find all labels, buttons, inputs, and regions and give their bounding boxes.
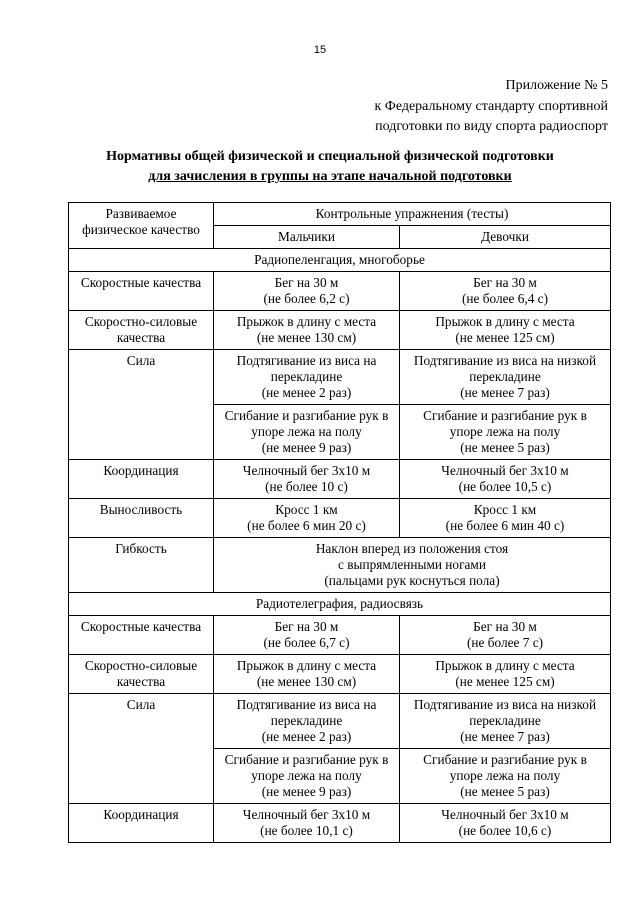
girls-cell — [400, 499, 611, 538]
section-title: Радиопеленгация, многоборье — [69, 249, 611, 272]
header-quality — [69, 203, 214, 249]
cell-line: Скоростно-силовые — [84, 658, 198, 673]
cell-line: Сгибание и разгибание рук в — [224, 752, 389, 767]
quality-cell: Скоростные качества — [69, 616, 214, 655]
cell-line: Челночный бег 3х10 м — [441, 807, 569, 822]
cell-line: (не более 7 с) — [466, 635, 544, 650]
cell-line: Прыжок в длину с места — [435, 314, 575, 329]
combined-cell — [214, 538, 611, 593]
quality-cell: Координация — [69, 460, 214, 499]
title-line: для зачисления в группы на этапе начальной подготовки — [148, 169, 512, 184]
cell-line: (не менее 130 см) — [256, 674, 357, 689]
cell-line: качества — [116, 674, 166, 689]
cell-line: (не менее 9 раз) — [261, 440, 352, 455]
section-title: Радиотелеграфия, радиосвязь — [69, 593, 611, 616]
table-row — [69, 655, 611, 694]
cell-line: Сгибание и разгибание рук в — [423, 408, 587, 423]
appendix-line: подготовки по виду спорта радиоспорт — [375, 119, 608, 134]
quality-cell — [69, 655, 214, 694]
cell-line: качества — [116, 330, 166, 345]
cell-line: (не менее 5 раз) — [460, 440, 550, 455]
appendix-line: к Федеральному стандарту спортивной — [374, 98, 608, 114]
cell-line: (не менее 7 раз) — [460, 729, 550, 744]
cell-line: (не более 6 мин 40 с) — [445, 518, 565, 533]
cell-line: (не менее 2 раз) — [261, 729, 352, 744]
table-row — [69, 311, 611, 350]
cell-line: (не менее 7 раз) — [460, 385, 550, 400]
table-row — [69, 460, 611, 499]
cell-line: (не менее 125 см) — [455, 674, 555, 689]
cell-line: Челночный бег 3х10 м — [242, 463, 371, 478]
cell-line: перекладине — [469, 713, 541, 728]
section-row — [69, 249, 611, 272]
cell-line: (не более 10,1 с) — [260, 823, 353, 838]
cell-line: (не менее 125 см) — [455, 330, 555, 345]
cell-line: Сгибание и разгибание рук в — [423, 752, 587, 767]
girls-cell — [400, 804, 611, 843]
table-row — [69, 694, 611, 749]
cell-line: (не более 10,6 с) — [458, 823, 552, 838]
cell-line: (не менее 5 раз) — [460, 784, 550, 799]
table-row — [69, 350, 611, 405]
boys-cell — [214, 655, 400, 694]
cell-line: упоре лежа на полу — [449, 768, 561, 783]
quality-cell: Координация — [69, 804, 214, 843]
boys-cell — [214, 460, 400, 499]
table-header-row — [69, 203, 611, 226]
cell-line: Подтягивание из виса на — [236, 353, 377, 368]
boys-cell — [214, 616, 400, 655]
boys-cell — [214, 749, 400, 804]
quality-cell — [69, 311, 214, 350]
norms-table — [68, 202, 611, 843]
girls-cell — [400, 616, 611, 655]
cell-line: Сгибание и разгибание рук в — [224, 408, 389, 423]
cell-line: Бег на 30 м — [473, 275, 537, 290]
girls-cell — [400, 350, 611, 405]
table-row — [69, 616, 611, 655]
cell-line: перекладине — [469, 369, 541, 384]
girls-cell — [400, 749, 611, 804]
boys-cell — [214, 350, 400, 405]
cell-line: (не более 6,4 с) — [461, 291, 549, 306]
cell-line: (не более 10,5 с) — [458, 479, 552, 494]
cell-line: Челночный бег 3х10 м — [242, 807, 371, 822]
cell-line: Челночный бег 3х10 м — [441, 463, 569, 478]
cell-line: (не более 6,2 с) — [263, 291, 350, 306]
cell-line: Подтягивание из виса на низкой — [413, 697, 597, 712]
girls-cell — [400, 311, 611, 350]
cell-line: (не менее 9 раз) — [261, 784, 352, 799]
header-tests: Контрольные упражнения (тесты) — [214, 203, 611, 226]
girls-cell — [400, 694, 611, 749]
cell-line: Бег на 30 м — [473, 619, 537, 634]
cell-line: (не более 10 с) — [265, 479, 348, 494]
section-row — [69, 593, 611, 616]
quality-cell: Гибкость — [69, 538, 214, 593]
cell-line: Прыжок в длину с места — [236, 314, 377, 329]
cell-line: (не более 6 мин 20 с) — [247, 518, 366, 533]
appendix-note — [374, 76, 608, 138]
title-line: Нормативы общей физической и специальной физической подготовки — [106, 149, 554, 164]
document-title — [60, 147, 600, 187]
appendix-line: Приложение № 5 — [505, 78, 608, 93]
cell-line: (не менее 130 см) — [256, 330, 357, 345]
cell-line: Подтягивание из виса на низкой — [413, 353, 597, 368]
cell-line: упоре лежа на полу — [449, 424, 561, 439]
quality-cell: Выносливость — [69, 499, 214, 538]
girls-cell — [400, 460, 611, 499]
quality-cell: Сила — [69, 350, 214, 460]
girls-cell — [400, 272, 611, 311]
cell-line: Скоростно-силовые — [84, 314, 198, 329]
boys-cell — [214, 272, 400, 311]
header-text: Развиваемое — [105, 206, 177, 221]
header-text: физическое качество — [82, 222, 200, 237]
cell-line: с выпрямленными ногами — [338, 557, 486, 572]
header-girls: Девочки — [400, 226, 611, 249]
boys-cell — [214, 311, 400, 350]
cell-line: Бег на 30 м — [274, 275, 339, 290]
cell-line: упоре лежа на полу — [251, 424, 362, 439]
girls-cell — [400, 655, 611, 694]
boys-cell — [214, 499, 400, 538]
table-row — [69, 804, 611, 843]
quality-cell: Сила — [69, 694, 214, 804]
cell-line: Подтягивание из виса на — [236, 697, 377, 712]
cell-line: Кросс 1 км — [473, 502, 537, 517]
table-row — [69, 538, 611, 593]
page-number: 15 — [313, 44, 327, 56]
table-row — [69, 499, 611, 538]
cell-line: (пальцами рук коснуться пола) — [324, 573, 500, 588]
table-row — [69, 272, 611, 311]
boys-cell — [214, 804, 400, 843]
boys-cell — [214, 405, 400, 460]
header-boys: Мальчики — [214, 226, 400, 249]
quality-cell: Скоростные качества — [69, 272, 214, 311]
cell-line: Прыжок в длину с места — [236, 658, 377, 673]
cell-line: перекладине — [270, 369, 343, 384]
cell-line: перекладине — [270, 713, 343, 728]
cell-line: Прыжок в длину с места — [435, 658, 575, 673]
cell-line: (не менее 2 раз) — [261, 385, 352, 400]
cell-line: Кросс 1 км — [275, 502, 338, 517]
cell-line: Наклон вперед из положения стоя — [315, 541, 509, 556]
boys-cell — [214, 694, 400, 749]
cell-line: (не более 6,7 с) — [263, 635, 350, 650]
girls-cell — [400, 405, 611, 460]
cell-line: упоре лежа на полу — [251, 768, 362, 783]
cell-line: Бег на 30 м — [274, 619, 339, 634]
